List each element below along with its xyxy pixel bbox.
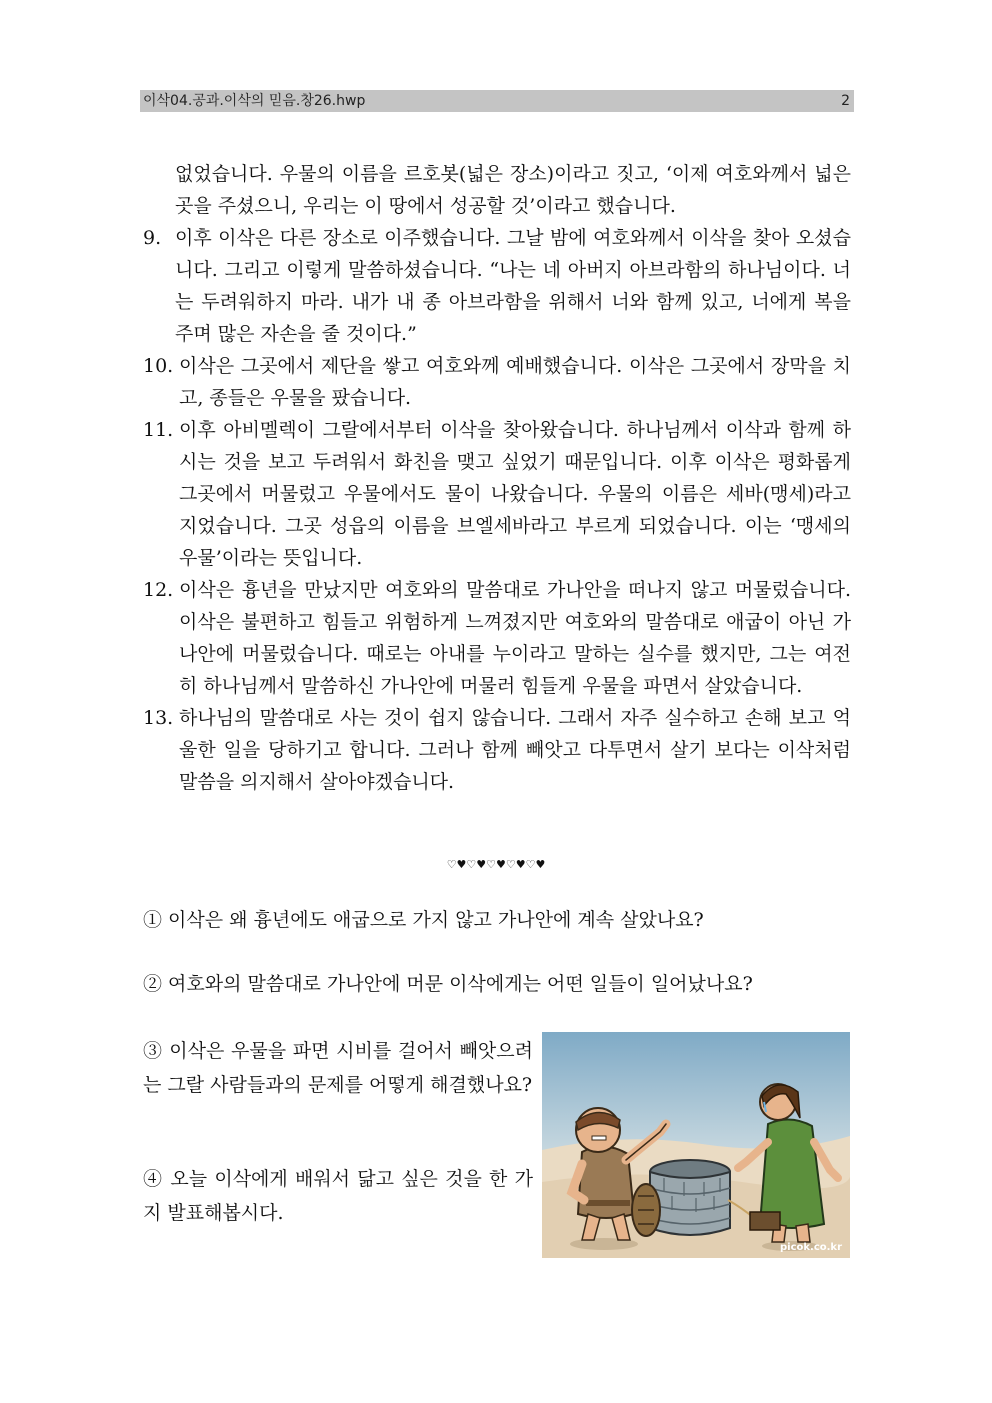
item-number: 11. (143, 419, 174, 441)
illustration-credit: picok.co.kr (779, 1242, 842, 1253)
document-header (140, 90, 854, 112)
item-text: 이후 이삭은 다른 장소로 이주했습니다. 그날 밤에 여호와께서 이삭을 찾아 오셨습니다. 그리고 이렇게 말씀하셨습니다. “나는 네 아버지 아브라함의 하나님이다. 너는 두려워하지 마라. 내가 내 종 아브라함을 위해서 너와 함께 있고, 너에게 복을 주며 많은 자손을 줄 것이다.” (175, 227, 851, 345)
story-body (143, 158, 851, 798)
item-text: 이삭은 흉년을 만났지만 여호와의 말씀대로 가나안을 떠나지 않고 머물렀습니다. 이삭은 불편하고 힘들고 위험하게 느껴졌지만 여호와의 말씀대로 애굽이 아닌 가나안에 머물렀습니다. 때로는 아내를 누이라고 말하는 실수를 했지만, 그는 여전히 하나님께서 말씀하신 가나안에 머물러 힘들게 우물을 파면서 살았습니다. (179, 579, 851, 697)
item-number: 13. (143, 707, 174, 729)
question-3: ③ 이삭은 우물을 파면 시비를 걸어서 빼앗으려는 그랄 사람들과의 문제를 어떻게 해결했나요? (143, 1040, 533, 1096)
wooden-chest (750, 1212, 780, 1230)
story-item (143, 702, 851, 798)
well-dispute-illustration (542, 1032, 850, 1258)
story-item (143, 414, 851, 574)
page-number: 2 (841, 93, 850, 109)
item-number: 12. (143, 579, 174, 601)
illustration-drawing (542, 1032, 850, 1258)
story-item (143, 574, 851, 702)
item-text: 하나님의 말씀대로 사는 것이 쉽지 않습니다. 그래서 자주 실수하고 손해 보고 억울한 일을 당하기고 합니다. 그러나 함께 빼앗고 다투면서 살기 보다는 이삭처럼 말씀을 의지해서 살아야겠습니다. (179, 707, 851, 793)
document-file-name: 이삭04.공과.이삭의 믿음.창26.hwp (143, 93, 366, 109)
heart-divider: ♡♥♡♥♡♥♡♥♡♥ (446, 858, 546, 871)
question-1: ① 이삭은 왜 흉년에도 애굽으로 가지 않고 가나안에 계속 살았나요? (143, 909, 704, 931)
story-item (143, 222, 851, 350)
story-item (143, 350, 851, 414)
question-2: ② 여호와의 말씀대로 가나안에 머문 이삭에게는 어떤 일들이 일어났나요? (143, 973, 753, 995)
item-number: 10. (143, 355, 174, 377)
continuation-paragraph: 없었습니다. 우물의 이름을 르호봇(넓은 장소)이라고 짓고, ‘이제 여호와께서 넓은 곳을 주셨으니, 우리는 이 땅에서 성공할 것’이라고 했습니다. (175, 163, 851, 217)
item-text: 이후 아비멜렉이 그랄에서부터 이삭을 찾아왔습니다. 하나님께서 이삭과 함께 하시는 것을 보고 두려워서 화친을 맺고 싶었기 때문입니다. 이후 이삭은 평화롭게 그곳에서 머물렀고 우물에서도 물이 나왔습니다. 우물의 이름은 세바(맹세)라고 지었습니다. 그곳 성읍의 이름을 브엘세바라고 부르게 되었습니다. 이는 ‘맹세의 우물’이라는 뜻입니다. (179, 419, 851, 569)
question-4: ④ 오늘 이삭에게 배워서 닮고 싶은 것을 한 가지 발표해봅시다. (143, 1168, 533, 1224)
item-number: 9. (143, 227, 162, 249)
item-text: 이삭은 그곳에서 제단을 쌓고 여호와께 예배했습니다. 이삭은 그곳에서 장막을 치고, 종들은 우물을 팠습니다. (179, 355, 851, 409)
